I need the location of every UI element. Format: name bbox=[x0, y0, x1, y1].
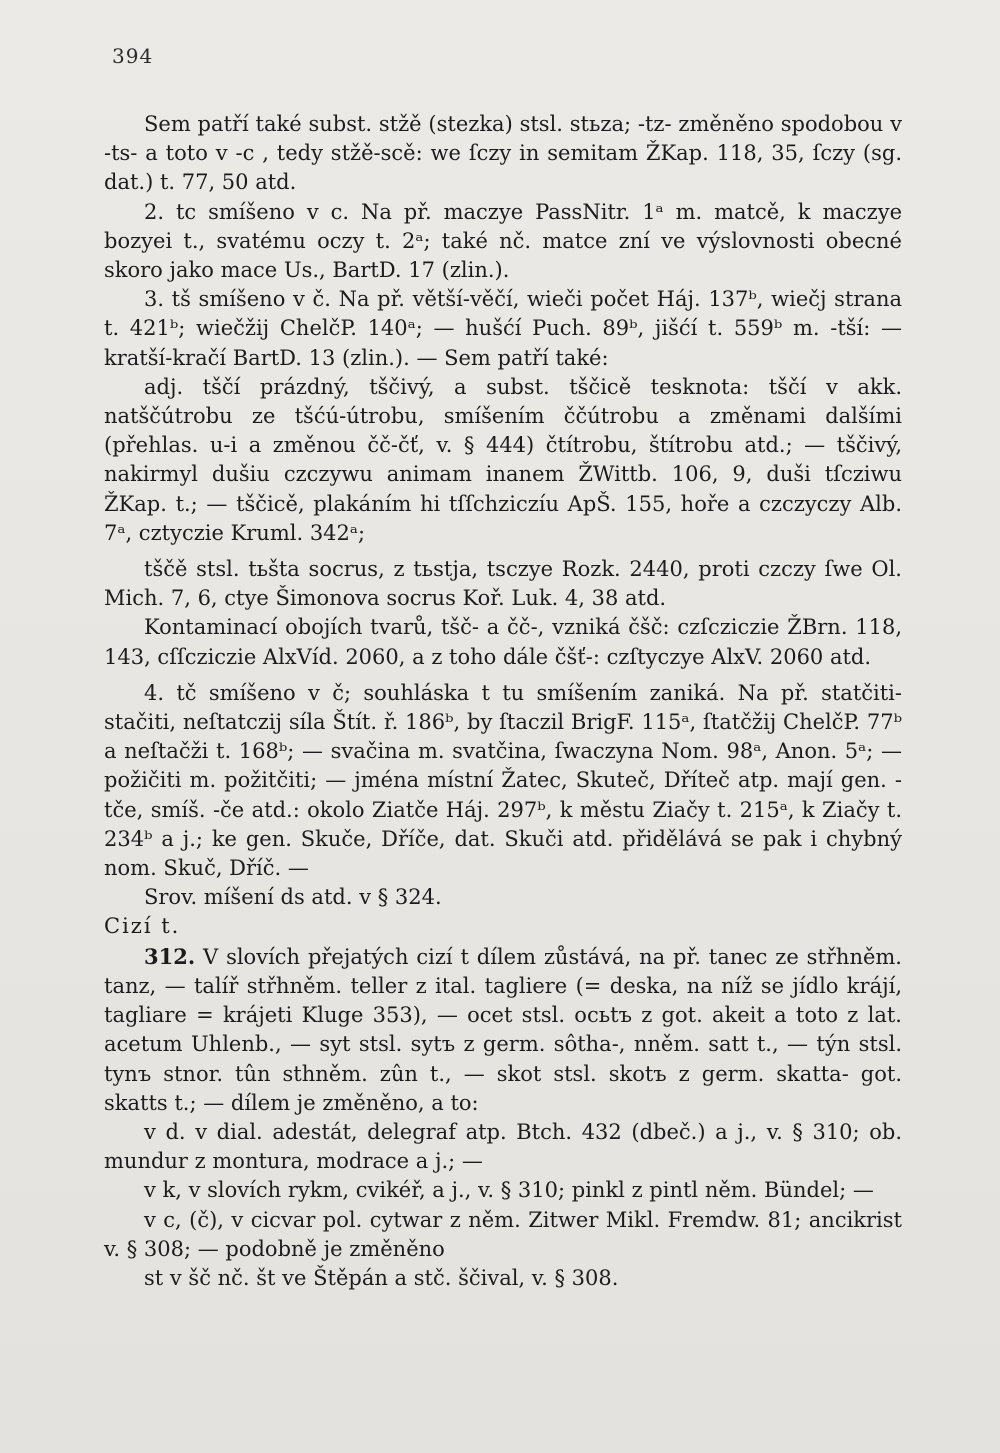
section-heading: Cizí t. bbox=[104, 914, 181, 939]
tail-paragraph: v c, (č), v cicvar pol. cytwar z něm. Zitwer Mikl. Fremdw. 81; ancikrist v. § 308; — podobně je změněno bbox=[104, 1207, 902, 1261]
tail-paragraph: v k, v slovích rykm, cvikéř, a j., v. § 310; pinkl z pintl něm. Bündel; — bbox=[144, 1178, 874, 1203]
section-312-paragraph bbox=[104, 942, 902, 1118]
body-paragraph: 4. tč smíšeno v č; souhláska t tu smíšením zaniká. Na př. statčiti-stačiti, neſtatczij síla Štít. ř. 186ᵇ, by ſtaczil BrigF. 115ᵃ, ſtatčžij ChelčP. 77ᵇ a neſtačži t. 168ᵇ; — svačina m. svatčina, ſwaczyna Nom. 98ᵃ, Anon. 5ᵃ; — požičiti m. požitčiti; — jména místní Žatec, Skuteč, Dříteč atp. mají gen. -tče, smíš. -če atd.: okolo Ziatče Háj. 297ᵇ, k městu Ziačy t. 215ᵃ, k Ziačy t. 234ᵇ a j.; ke gen. Skuče, Dříče, dat. Skuči atd. přidělává se pak i chybný nom. Skuč, Dříč. — bbox=[104, 680, 902, 881]
paragraphs-block bbox=[104, 110, 902, 912]
body-paragraph: tščě stsl. tьšta socrus, z tьstja, tsczye Rozk. 2440, proti czczy ſwe Ol. Mich. 7, 6, ctye Šimonova socrus Koř. Luk. 4, 38 atd. bbox=[104, 557, 902, 611]
section-text: V slovích přejatých cizí t dílem zůstává, na př. tanec ze střhněm. tanz, — talíř střhněm. teller z ital. tagliere (= deska, na níž se jídlo krájí, tagliare = krájeti Kluge 353), — ocet stsl. ocьtъ z got. akeit a toto z lat. acetum Uhlenb., — syt stsl. sytъ z germ. sôtha-, nněm. satt t., — týn stsl. tynъ stnor. tûn sthněm. zûn t., — skot stsl. skotъ z germ. skatta- got. skatts t.; — dílem je změněno, a to: bbox=[104, 944, 902, 1115]
paragraph-gap bbox=[104, 548, 902, 555]
page-body bbox=[104, 110, 902, 1293]
body-paragraph: Sem patří také subst. stžě (stezka) stsl. stьza; -tz- změněno spodobou v -ts- a toto v -c , tedy stžě-scě: we ſczy in semitam ŽKap. 118, 35, ſczy (sg. dat.) t. 77, 50 atd. bbox=[104, 112, 902, 195]
body-paragraph: adj. tščí prázdný, tščivý, a subst. tščicě tesknota: tščí v akk. natščútrobu ze tšćú-útrobu, smíšením ččútrobu a změnami dalšími (přehlas. u-i a změnou čč-čť, v. § 444) čtítrobu, štítrobu atd.; — tščivý, nakirmyl dušiu czczywu animam inanem ŽWittb. 106, 9, duši tſcziwu ŽKap. t.; — tščicě, plakáním hi tſſchziczíu ApŠ. 155, hoře a czczyczy Alb. 7ᵃ, cztyczie Kruml. 342ᵃ; bbox=[104, 374, 902, 545]
body-paragraph: 2. tc smíšeno v c. Na př. maczye PassNitr. 1ᵃ m. matcě, k maczye bozyei t., svatému oczy t. 2ᵃ; také nč. matce zní ve výslovnosti obecné skoro jako mace Us., BartD. 17 (zlin.). bbox=[104, 199, 902, 283]
body-paragraph: Kontaminací obojích tvarů, tšč- a čč-, vzniká čšč: czſcziczie ŽBrn. 118, 143, cſſcziczie AlxVíd. 2060, a z toho dále čšť-: czſtyczye AlxV. 2060 atd. bbox=[104, 615, 902, 669]
section-number: 312. bbox=[144, 943, 196, 969]
body-paragraph: 3. tš smíšeno v č. Na př. větší-věčí, wieči počet Háj. 137ᵇ, wiečj strana t. 421ᵇ; wiečžij ChelčP. 140ᵃ; — hušćí Puch. 89ᵇ, jišćí t. 559ᵇ m. -tší: — kratší-kračí BartD. 13 (zlin.). — Sem patří také: bbox=[104, 287, 902, 370]
body-paragraph: Srov. míšení ds atd. v § 324. bbox=[144, 885, 442, 910]
page-number: 394 bbox=[112, 44, 154, 68]
tail-paragraphs-block bbox=[104, 1118, 902, 1293]
tail-paragraph: st v šč nč. št ve Štěpán a stč. ščival, v. § 308. bbox=[144, 1265, 619, 1290]
tail-paragraph: v d. v dial. adestát, delegraf atp. Btch. 432 (dbeč.) a j., v. § 310; ob. mundur z montura, modrace a j.; — bbox=[104, 1119, 902, 1174]
paragraph-gap bbox=[104, 672, 902, 679]
